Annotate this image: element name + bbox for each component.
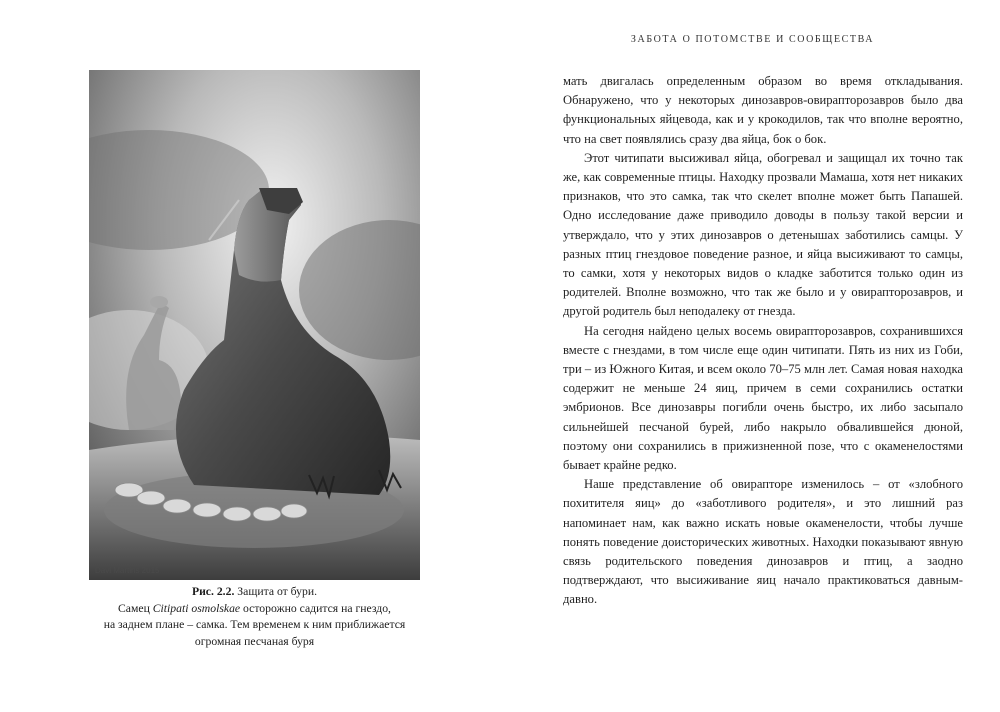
figure-caption bbox=[89, 584, 420, 650]
caption-line-3: на заднем плане – самка. Тем временем к ним приближается bbox=[103, 618, 406, 632]
paragraph-3: На сегодня найдено целых восемь овирапторозавров, сохранившихся вместе с гнездами, в том числе еще один читипати. Пять из них из Гоби, три – из Южного Китая, и всем около 70–75 млн лет. Самая новая находка содержит не меньше 24 яиц, причем в семи сохранились остатки эмбрионов. Все динозавры погибли очень быстро, их либо засыпало сильнейшей песчаной бурей, либо накрыло обвалившейся дюной, поэтому они сохранились в прижизненной позе, что с окаменелостями бывает крайне редко. bbox=[563, 323, 963, 473]
artist-signature: Davi Martins 2015 bbox=[95, 566, 160, 575]
caption-line-1 bbox=[89, 584, 420, 601]
paragraph-1: мать двигалась определенным образом во время откладывания. Обнаружено, что у некоторых динозавров-овирапторозавров было два функциональных яйцевода, как и у крокодилов, так что вполне вероятно, что на свет появлялись сразу два яйца, бок о бок. bbox=[563, 74, 963, 146]
dinosaur-illustration bbox=[89, 70, 420, 580]
paragraph-2: Этот читипати высиживал яйца, обогревал и защищал их точно так же, как современные птицы. Находку прозвали Мамаша, хотя нет никаких признаков, что это самка, так что скелет вполне может быть Папашей. Одно исследование даже приводило доводы в пользу такой версии и утверждало, что у этих динозавров о детенышах заботились самцы. У разных птиц гнездовое поведение разное, и яйца высиживают то самцы, то самки, хотя у некоторых видов о кладке заботится только один из родителей. Вполне возможно, что так же было и у овирапторозавров, и другой родитель был неподалеку от гнезда. bbox=[563, 150, 963, 319]
running-header: ЗАБОТА О ПОТОМСТВЕ И СООБЩЕСТВА bbox=[630, 34, 875, 45]
caption-label: Рис. 2.2. bbox=[191, 585, 235, 598]
paragraph-4: Наше представление об овирапторе изменилось – от «злобного похитителя яиц» до «заботливого родителя», и это лишний раз напоминает нам, как важно искать новые окаменелости, чтобы лучше понять поведение доисторических животных. Находки показывают явную связь родительского поведения динозавров и птиц, а заодно подтверждают, что высиживание яиц начало практиковаться давным-давно. bbox=[563, 477, 963, 607]
caption-title: Защита от бури. bbox=[234, 585, 318, 598]
caption-species: Citipati osmolskae bbox=[152, 601, 241, 615]
caption-line-2: Самец Citipati osmolskae осторожно садится на гнездо, bbox=[118, 601, 391, 615]
caption-line-4: огромная песчаная буря bbox=[194, 634, 315, 648]
body-text bbox=[563, 72, 963, 610]
illustration-artwork bbox=[89, 70, 420, 580]
